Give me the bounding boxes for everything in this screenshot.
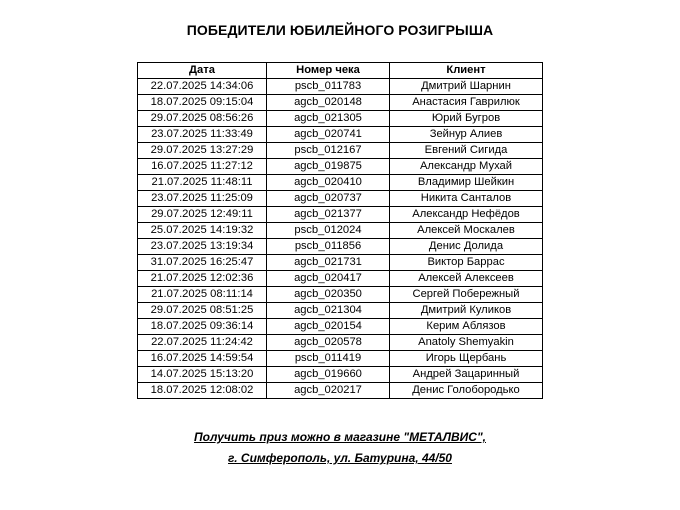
- column-header-check-number: Номер чека: [267, 63, 390, 79]
- table-row: [138, 367, 543, 383]
- cell-client: Алексей Алексеев: [390, 271, 543, 287]
- cell-client: Анастасия Гаврилюк: [390, 95, 543, 111]
- cell-check-number: agcb_020417: [267, 271, 390, 287]
- cell-check-number: pscb_011856: [267, 239, 390, 255]
- page-title: ПОБЕДИТЕЛИ ЮБИЛЕЙНОГО РОЗИГРЫША: [186, 22, 494, 38]
- cell-date: 22.07.2025 11:24:42: [138, 335, 267, 351]
- cell-check-number: agcb_020741: [267, 127, 390, 143]
- table-header-row: [138, 63, 543, 79]
- table-row: [138, 191, 543, 207]
- cell-check-number: pscb_011783: [267, 79, 390, 95]
- cell-date: 18.07.2025 09:36:14: [138, 319, 267, 335]
- cell-check-number: agcb_020737: [267, 191, 390, 207]
- cell-client: Андрей Зацаринный: [390, 367, 543, 383]
- table-row: [138, 287, 543, 303]
- table-row: [138, 271, 543, 287]
- cell-check-number: agcb_021304: [267, 303, 390, 319]
- cell-check-number: agcb_020217: [267, 383, 390, 399]
- cell-date: 16.07.2025 14:59:54: [138, 351, 267, 367]
- cell-client: Никита Санталов: [390, 191, 543, 207]
- cell-date: 29.07.2025 08:56:26: [138, 111, 267, 127]
- cell-date: 16.07.2025 11:27:12: [138, 159, 267, 175]
- cell-check-number: agcb_019660: [267, 367, 390, 383]
- cell-client: Anatoly Shemyakin: [390, 335, 543, 351]
- cell-client: Александр Мухай: [390, 159, 543, 175]
- cell-client: Денис Долида: [390, 239, 543, 255]
- cell-date: 25.07.2025 14:19:32: [138, 223, 267, 239]
- cell-client: Игорь Щербань: [390, 351, 543, 367]
- cell-date: 22.07.2025 14:34:06: [138, 79, 267, 95]
- cell-check-number: agcb_020410: [267, 175, 390, 191]
- table-row: [138, 111, 543, 127]
- table-row: [138, 383, 543, 399]
- cell-date: 21.07.2025 11:48:11: [138, 175, 267, 191]
- cell-client: Алексей Москалев: [390, 223, 543, 239]
- table-row: [138, 335, 543, 351]
- column-header-client: Клиент: [390, 63, 543, 79]
- table-body: [138, 79, 543, 399]
- table-row: [138, 303, 543, 319]
- cell-date: 29.07.2025 12:49:11: [138, 207, 267, 223]
- table-row: [138, 143, 543, 159]
- cell-check-number: pscb_012167: [267, 143, 390, 159]
- table-row: [138, 79, 543, 95]
- column-header-date: Дата: [138, 63, 267, 79]
- table-row: [138, 159, 543, 175]
- cell-check-number: agcb_020350: [267, 287, 390, 303]
- cell-check-number: pscb_012024: [267, 223, 390, 239]
- table-row: [138, 239, 543, 255]
- cell-check-number: agcb_020578: [267, 335, 390, 351]
- cell-check-number: agcb_021731: [267, 255, 390, 271]
- cell-date: 18.07.2025 12:08:02: [138, 383, 267, 399]
- cell-client: Евгений Сигида: [390, 143, 543, 159]
- cell-client: Юрий Бугров: [390, 111, 543, 127]
- table-row: [138, 95, 543, 111]
- cell-check-number: agcb_019875: [267, 159, 390, 175]
- table-row: [138, 351, 543, 367]
- cell-date: 21.07.2025 12:02:36: [138, 271, 267, 287]
- cell-date: 14.07.2025 15:13:20: [138, 367, 267, 383]
- cell-client: Керим Аблязов: [390, 319, 543, 335]
- table-row: [138, 207, 543, 223]
- cell-date: 29.07.2025 08:51:25: [138, 303, 267, 319]
- cell-check-number: pscb_011419: [267, 351, 390, 367]
- cell-client: Александр Нефёдов: [390, 207, 543, 223]
- table-row: [138, 175, 543, 191]
- table-row: [138, 127, 543, 143]
- cell-client: Дмитрий Куликов: [390, 303, 543, 319]
- cell-client: Владимир Шейкин: [390, 175, 543, 191]
- table-row: [138, 223, 543, 239]
- table-row: [138, 319, 543, 335]
- cell-check-number: agcb_020148: [267, 95, 390, 111]
- cell-client: Сергей Побережный: [390, 287, 543, 303]
- winners-table: [137, 62, 543, 399]
- cell-date: 31.07.2025 16:25:47: [138, 255, 267, 271]
- cell-date: 23.07.2025 11:33:49: [138, 127, 267, 143]
- table-row: [138, 255, 543, 271]
- cell-date: 23.07.2025 13:19:34: [138, 239, 267, 255]
- prize-location-note: Получить приз можно в магазине "МЕТАЛВИС",: [193, 430, 486, 444]
- cell-client: Виктор Баррас: [390, 255, 543, 271]
- cell-date: 21.07.2025 08:11:14: [138, 287, 267, 303]
- cell-client: Денис Голобородько: [390, 383, 543, 399]
- cell-date: 29.07.2025 13:27:29: [138, 143, 267, 159]
- cell-date: 18.07.2025 09:15:04: [138, 95, 267, 111]
- cell-client: Дмитрий Шарнин: [390, 79, 543, 95]
- cell-check-number: agcb_021305: [267, 111, 390, 127]
- store-address: г. Симферополь, ул. Батурина, 44/50: [228, 451, 452, 465]
- cell-date: 23.07.2025 11:25:09: [138, 191, 267, 207]
- cell-check-number: agcb_021377: [267, 207, 390, 223]
- cell-check-number: agcb_020154: [267, 319, 390, 335]
- cell-client: Зейнур Алиев: [390, 127, 543, 143]
